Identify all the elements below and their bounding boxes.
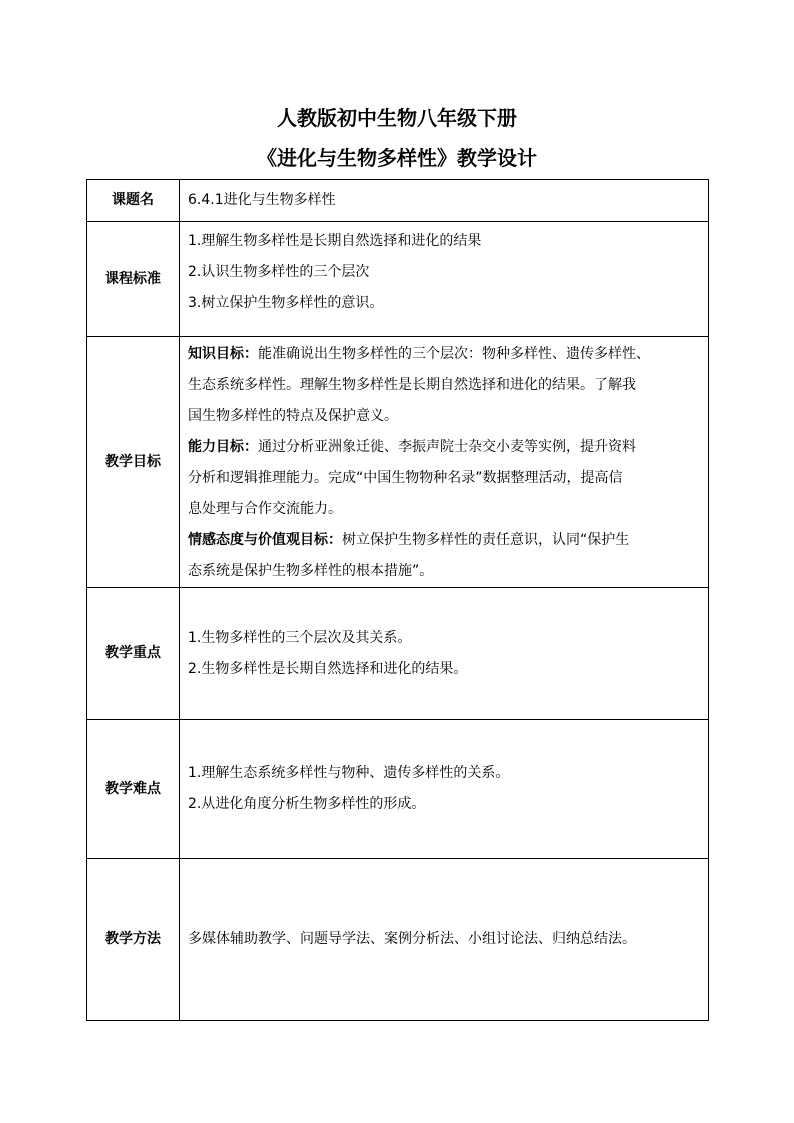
value-objectives [180, 337, 709, 588]
label-objectives: 教学目标 [87, 337, 180, 588]
difficulty-line-1: 1.理解生态系统多样性与物种、遗传多样性的关系。 [188, 765, 510, 781]
row-topic [87, 180, 709, 222]
ability-objective [188, 432, 702, 525]
label-methods: 教学方法 [87, 859, 180, 1021]
knowledge-objective [188, 339, 702, 432]
knowledge-line-3: 国生物多样性的特点及保护意义。 [188, 408, 398, 424]
label-topic: 课题名 [87, 180, 180, 222]
row-methods [87, 859, 709, 1021]
row-key-points [87, 588, 709, 720]
label-key-points: 教学重点 [87, 588, 180, 720]
row-difficulties [87, 720, 709, 859]
standards-line-2: 2.认识生物多样性的三个层次 [188, 264, 370, 280]
attitude-line-2: 态系统是保护生物多样性的根本措施”。 [188, 563, 434, 579]
value-difficulties [180, 720, 709, 859]
label-standards: 课程标准 [87, 222, 180, 337]
row-standards [87, 222, 709, 337]
document-title: 人教版初中生物八年级下册 [277, 106, 517, 130]
row-objectives [87, 337, 709, 588]
standards-line-3: 3.树立保护生物多样性的意识。 [188, 295, 384, 311]
ability-line-2: 分析和逻辑推理能力。完成“中国生物物种名录”数据整理活动，提高信 [188, 470, 623, 486]
value-topic: 6.4.1进化与生物多样性 [180, 180, 709, 222]
key-point-line-1: 1.生物多样性的三个层次及其关系。 [188, 629, 412, 646]
attitude-objective-title: 情感态度与价值观目标： [188, 532, 342, 548]
knowledge-objective-title: 知识目标： [188, 346, 258, 362]
ability-line-3: 息处理与合作交流能力。 [188, 501, 342, 517]
value-key-points [180, 588, 709, 720]
lesson-plan-table [86, 179, 709, 1021]
knowledge-line-2: 生态系统多样性。理解生物多样性是长期自然选择和进化的结果。了解我 [188, 377, 636, 393]
document-subtitle: 《进化与生物多样性》教学设计 [257, 146, 537, 170]
ability-objective-title: 能力目标： [188, 439, 258, 455]
knowledge-line-1: 能准确说出生物多样性的三个层次：物种多样性、遗传多样性、 [258, 346, 650, 362]
ability-line-1: 通过分析亚洲象迁徙、李振声院士杂交小麦等实例，提升资料 [258, 439, 636, 455]
difficulty-line-2: 2.从进化角度分析生物多样性的形成。 [188, 796, 426, 812]
standards-line-1: 1.理解生物多样性是长期自然选择和进化的结果 [188, 233, 482, 249]
label-difficulties: 教学难点 [87, 720, 180, 859]
attitude-objective [188, 525, 702, 587]
attitude-line-1: 树立保护生物多样性的责任意识，认同“保护生 [342, 532, 630, 548]
value-methods: 多媒体辅助教学、问题导学法、案例分析法、小组讨论法、归纳总结法。 [180, 859, 709, 1021]
value-standards [180, 222, 709, 337]
key-point-line-2: 2.生物多样性是长期自然选择和进化的结果。 [188, 660, 468, 677]
